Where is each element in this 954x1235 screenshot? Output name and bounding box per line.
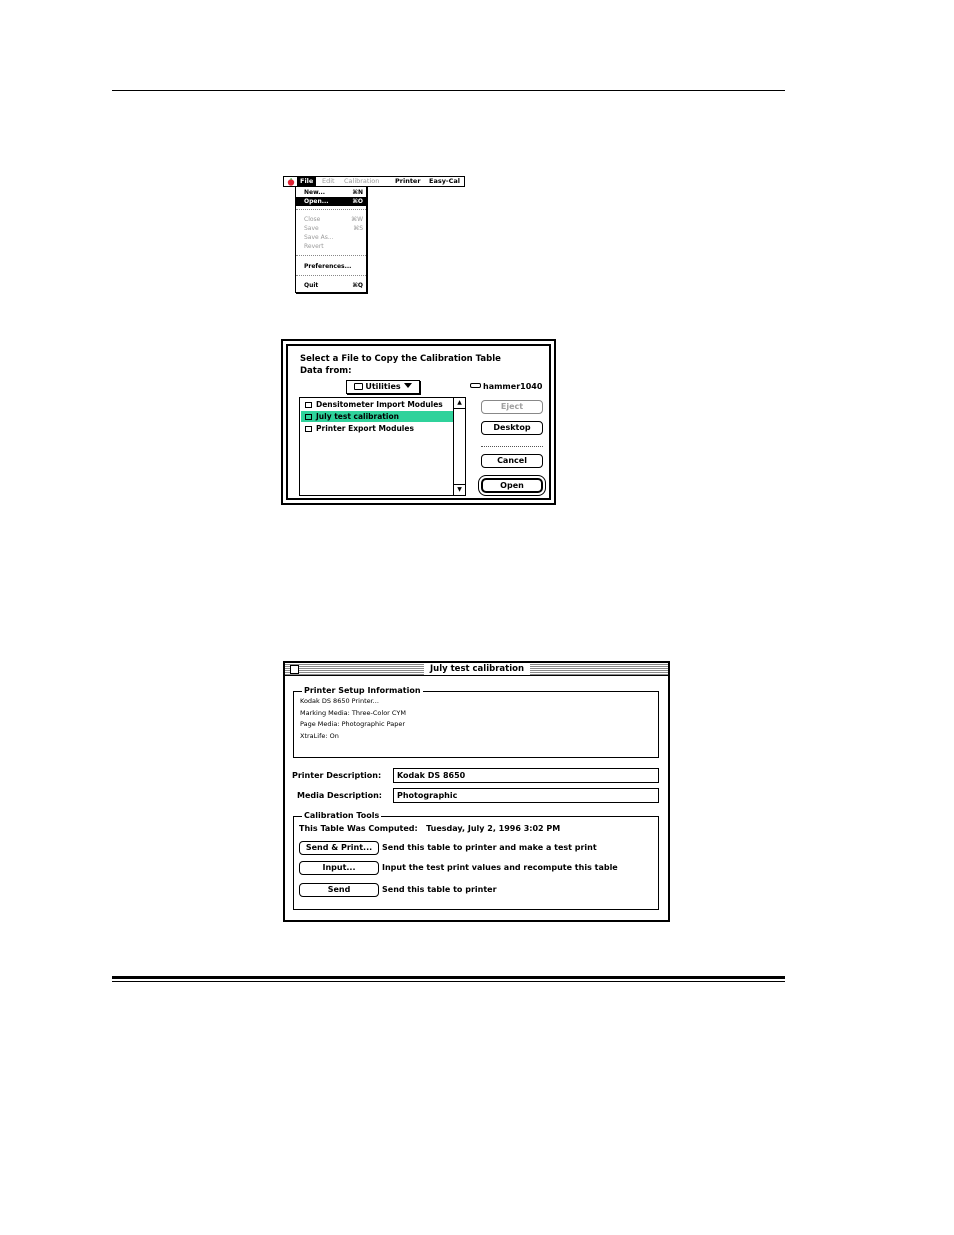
- list-item[interactable]: Printer Export Modules: [301, 423, 453, 434]
- computed-value: Tuesday, July 2, 1996 3:02 PM: [426, 824, 561, 833]
- window-title: July test calibration: [424, 663, 530, 675]
- list-item[interactable]: Densitometer Import Modules: [301, 399, 453, 410]
- computed-label: This Table Was Computed:: [299, 824, 418, 833]
- menu-item-revert[interactable]: Revert: [304, 243, 324, 250]
- send-and-print-button[interactable]: Send & Print...: [299, 841, 379, 855]
- setup-info-line: Kodak DS 8650 Printer...: [300, 697, 379, 705]
- printer-description-label: Printer Description:: [292, 771, 382, 780]
- disk-name: [470, 382, 542, 391]
- dialog-prompt-line: Data from:: [300, 366, 352, 376]
- menu-item-close[interactable]: Close ⌘W: [304, 216, 363, 223]
- menu-item-save[interactable]: Save ⌘S: [304, 225, 363, 232]
- dialog-frame: [286, 344, 551, 500]
- folder-popup-label: Utilities: [365, 382, 401, 391]
- menu-file[interactable]: File: [297, 177, 316, 186]
- scroll-up-arrow-icon[interactable]: ▲: [454, 398, 465, 409]
- menu-separator: [296, 275, 366, 276]
- close-box-icon[interactable]: [290, 665, 299, 674]
- window-title-bar[interactable]: [285, 663, 668, 676]
- file-list[interactable]: [299, 397, 466, 496]
- triangle-down-icon: [404, 383, 412, 388]
- computed-timestamp: [299, 823, 560, 835]
- open-button[interactable]: Open: [481, 478, 543, 493]
- menu-calibration[interactable]: Calibration: [344, 177, 380, 185]
- input-button[interactable]: Input...: [299, 861, 379, 875]
- menu-item-preferences[interactable]: Preferences...: [304, 263, 352, 270]
- folder-icon: [354, 383, 363, 390]
- group-title: Printer Setup Information: [304, 686, 421, 695]
- page-rule-bottom-thin: [112, 981, 785, 982]
- menu-separator: [296, 255, 366, 256]
- folder-icon: [305, 402, 312, 408]
- page-rule-top: [112, 90, 785, 91]
- menu-easy-cal[interactable]: Easy-Cal: [429, 177, 461, 185]
- folder-icon: [305, 426, 312, 432]
- setup-info-line: XtraLife: On: [300, 732, 339, 740]
- media-description-label: Media Description:: [297, 791, 382, 800]
- printer-setup-group: [293, 686, 659, 758]
- scroll-down-arrow-icon[interactable]: ▼: [454, 484, 465, 495]
- menu-item-quit[interactable]: Quit ⌘Q: [304, 282, 363, 289]
- menu-separator: [296, 209, 366, 210]
- dialog-prompt-line: Select a File to Copy the Calibration Table: [300, 354, 501, 364]
- open-file-dialog: [281, 339, 556, 505]
- file-menu-screenshot: [283, 176, 465, 294]
- file-list-scrollbar[interactable]: [453, 398, 465, 495]
- calibration-tools-group: [293, 811, 659, 910]
- setup-info-line: Marking Media: Three-Color CYM: [300, 709, 406, 717]
- send-description: Send this table to printer: [382, 885, 497, 894]
- menu-item-open[interactable]: Open... ⌘O: [296, 197, 366, 206]
- dialog-prompt: [300, 353, 520, 377]
- disk-icon: [470, 383, 481, 388]
- send-and-print-description: Send this table to printer and make a test print: [382, 843, 597, 852]
- desktop-button[interactable]: Desktop: [481, 421, 543, 435]
- menu-printer[interactable]: Printer: [395, 177, 421, 185]
- list-item-selected[interactable]: July test calibration: [301, 411, 453, 422]
- media-description-field[interactable]: Photographic: [393, 788, 659, 803]
- page-rule-bottom: [112, 976, 785, 979]
- input-description: Input the test print values and recompute this table: [382, 863, 618, 872]
- disk-name-label: hammer1040: [483, 382, 543, 391]
- file-dropdown: [295, 186, 367, 293]
- eject-button[interactable]: Eject: [481, 400, 543, 414]
- calibration-window: [283, 661, 670, 922]
- folder-popup[interactable]: [346, 380, 420, 394]
- cancel-button[interactable]: Cancel: [481, 454, 543, 468]
- menu-item-new[interactable]: New... ⌘N: [304, 189, 363, 196]
- setup-info-line: Page Media: Photographic Paper: [300, 720, 406, 728]
- document-icon: [305, 414, 312, 420]
- menu-edit[interactable]: Edit: [322, 177, 335, 185]
- group-title: Calibration Tools: [304, 811, 380, 820]
- dialog-separator: [481, 446, 543, 447]
- printer-description-field[interactable]: Kodak DS 8650: [393, 768, 659, 783]
- apple-menu-icon[interactable]: [287, 178, 295, 186]
- menu-item-save-as[interactable]: Save As...: [304, 234, 334, 241]
- send-button[interactable]: Send: [299, 883, 379, 897]
